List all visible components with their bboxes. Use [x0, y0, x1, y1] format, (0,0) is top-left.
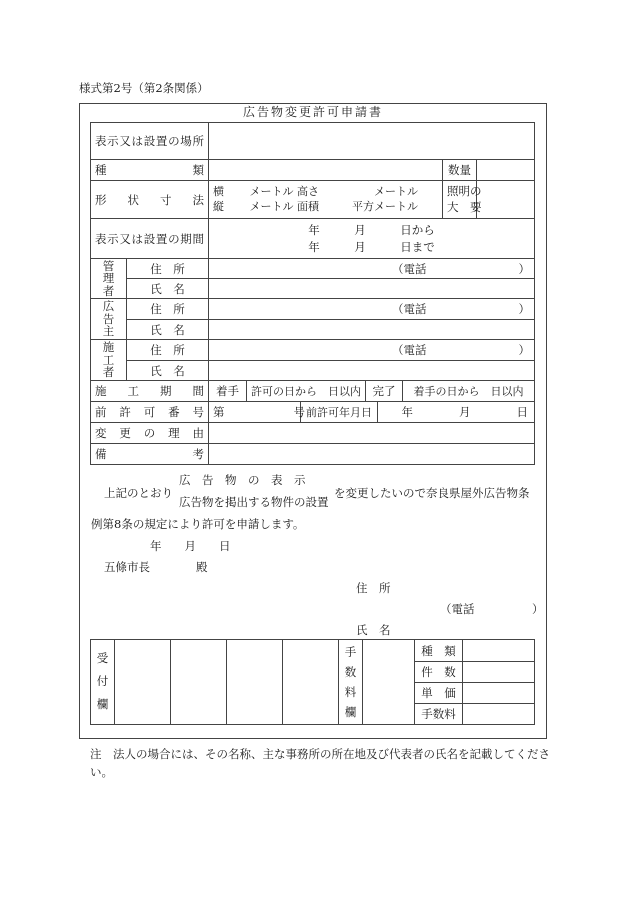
fee-field[interactable] [463, 704, 535, 725]
type-label: 種 類 [91, 160, 209, 181]
count-label: 件 数 [415, 662, 463, 683]
work-period-field[interactable] [209, 381, 535, 402]
applicant-phone[interactable]: （電話 ） [440, 602, 544, 616]
shape-line-1: 横 メートル 高さ メートル [213, 184, 418, 198]
complete-days: 着手の日から 日以内 [413, 385, 524, 398]
reception-cell-1[interactable] [115, 640, 171, 725]
start-days: 許可の日から 日以内 [247, 381, 366, 401]
fee-column-label: 手 数 料 欄 [339, 640, 363, 725]
statement-line-2: 例第8条の規定により許可を申請します。 [91, 517, 305, 531]
fee-type-field[interactable] [463, 640, 535, 662]
advertiser-address-field[interactable] [209, 299, 535, 320]
constructor-address-label: 住 所 [127, 340, 209, 361]
reception-cell-2[interactable] [171, 640, 227, 725]
location-field[interactable] [209, 123, 535, 160]
applicant-name-label[interactable]: 氏 名 [356, 623, 391, 637]
statement-suffix: を変更したいので奈良県屋外広告物条 [334, 486, 530, 500]
unit-price-label: 単 価 [415, 683, 463, 704]
constructor-label: 施 工 者 [91, 340, 127, 381]
shape-label: 形 状 寸 法 [91, 181, 209, 219]
advertiser-name-field[interactable] [209, 320, 535, 340]
period-label: 表示又は設置の期間 [91, 219, 209, 259]
number-value: 第 号 [209, 402, 301, 422]
lighting-label [443, 181, 482, 219]
start-label: 着手 [209, 381, 247, 401]
fee-label: 手数料 [415, 704, 463, 725]
reason-field[interactable] [209, 423, 535, 444]
complete-label: 完了 [366, 381, 403, 401]
addressee: 五條市長 殿 [104, 560, 208, 574]
shape-field[interactable] [209, 181, 443, 219]
form-title: 広告物変更許可申請書 [242, 105, 383, 119]
location-label: 表示又は設置の場所 [91, 123, 209, 160]
count-field[interactable] [463, 662, 535, 683]
lighting-field[interactable] [477, 181, 535, 219]
period-to: 年 月 日まで [308, 239, 435, 254]
remarks-field[interactable] [209, 444, 535, 465]
remarks-label: 備 考 [91, 444, 209, 465]
manager-phone: （電話 ） [392, 261, 531, 276]
advertiser-address-label: 住 所 [127, 299, 209, 320]
manager-name-field[interactable] [209, 279, 535, 299]
constructor-phone: （電話 ） [392, 343, 531, 357]
reception-cell-3[interactable] [227, 640, 283, 725]
constructor-address-field[interactable] [209, 340, 535, 361]
period-from: 年 月 日から [308, 223, 435, 238]
statement-choice-1[interactable]: 広 告 物 の 表 示 [179, 473, 306, 487]
manager-address-label: 住 所 [127, 259, 209, 279]
quantity-field[interactable] [477, 160, 535, 181]
fee-type-label: 種 類 [415, 640, 463, 662]
manager-name-label: 氏 名 [127, 279, 209, 299]
manager-label: 管 理 者 [91, 259, 127, 299]
constructor-name-label: 氏 名 [127, 361, 209, 381]
application-table [90, 122, 535, 465]
application-date[interactable]: 年 月 日 [150, 539, 231, 553]
manager-address-field[interactable] [209, 259, 535, 279]
quantity-label: 数量 [443, 160, 477, 181]
statement-choice-2[interactable]: 広告物を掲出する物件の設置 [179, 495, 329, 509]
period-field[interactable] [209, 219, 535, 259]
shape-line-2: 縦 メートル 面積 平方メートル [213, 199, 418, 213]
type-field[interactable] [209, 160, 443, 181]
prev-date-label: 前許可年月日 [301, 402, 378, 422]
footnote: 注 法人の場合には、その名称、主な事務所の所在地及び代表者の氏名を記載してください。 [90, 747, 550, 780]
work-period-label: 施 工 期 間 [91, 381, 209, 402]
prev-number-field[interactable] [209, 402, 535, 423]
fee-stamp-cell[interactable] [363, 640, 415, 725]
unit-price-field[interactable] [463, 683, 535, 704]
lighting-label-2: 大 要 [447, 199, 482, 214]
constructor-name-field[interactable] [209, 361, 535, 381]
prev-number-label: 前 許 可 番 号 [91, 402, 209, 423]
lighting-label-1: 照明の [447, 183, 482, 198]
advertiser-name-label: 氏 名 [127, 320, 209, 340]
statement-prefix: 上記のとおり [104, 486, 173, 500]
advertiser-phone: （電話 ） [392, 302, 531, 316]
reception-label: 受 付 欄 [91, 640, 115, 725]
advertiser-label: 広 告 主 [91, 299, 127, 340]
applicant-address-label[interactable]: 住 所 [356, 581, 391, 595]
date-value: 年 月 日 [401, 405, 529, 419]
receipt-table [90, 639, 535, 725]
reason-label: 変 更 の 理 由 [91, 423, 209, 444]
reception-cell-4[interactable] [283, 640, 339, 725]
form-label: 様式第2号（第2条関係） [79, 81, 209, 95]
